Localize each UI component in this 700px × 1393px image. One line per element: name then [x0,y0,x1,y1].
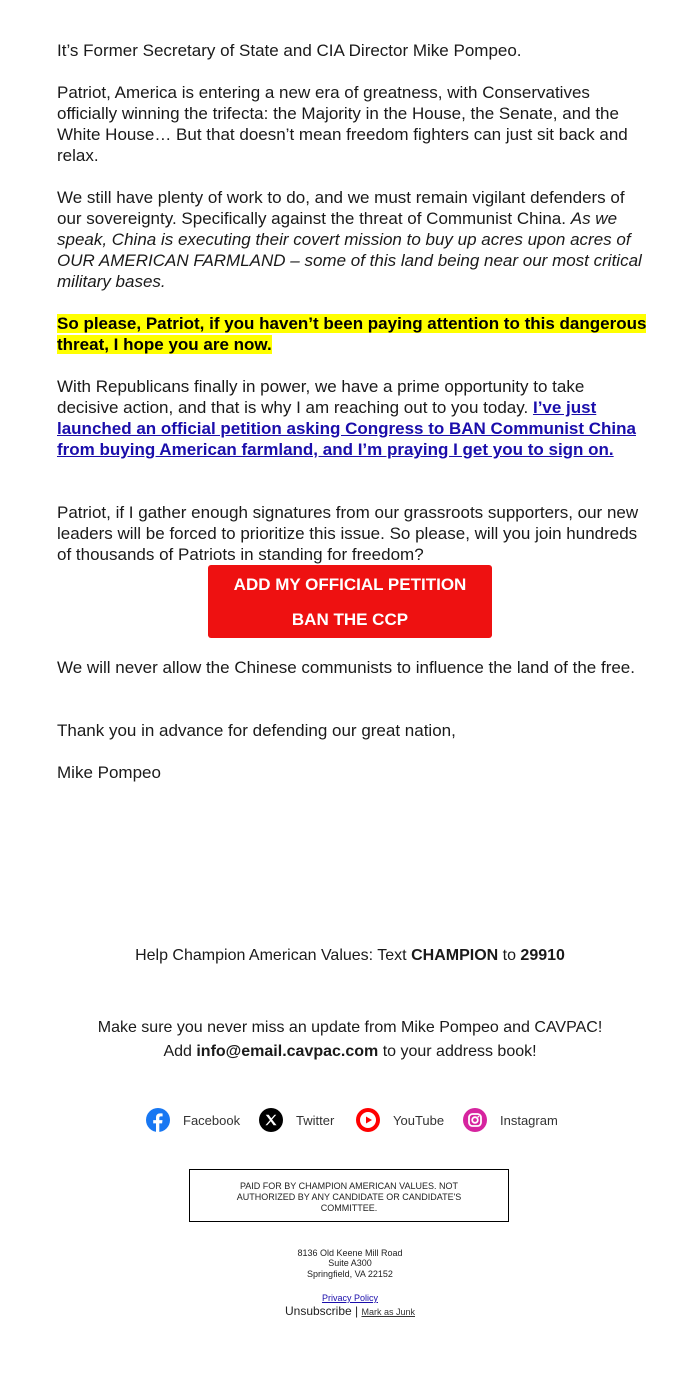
petition-button-line2: BAN THE CCP [291,610,409,629]
highlighted-text: So please, Patriot, if you haven’t been paying attention to this dangerous threat, I hope you are now. [57,314,647,354]
petition-link[interactable]: I’ve just launched an official petition asking Congress to BAN Communist China from buying American farmland, and I’m praying I get you to sign on. [57,398,636,459]
add-prefix: Add [163,1043,197,1060]
highlight-paragraph [57,313,647,355]
paragraph-new-era: Patriot, America is entering a new era of greatness, with Conservatives officially winning the trifecta: the Majority in the House, the Senate, and the White House… But that doesn’t mean freedom fighters can just sit back and relax. [57,83,628,165]
text-to: to [498,947,521,964]
social-instagram-label: Instagram [500,1112,558,1128]
signature: Mike Pompeo [57,763,161,782]
paragraph-petition [57,376,647,460]
paragraph-signatures: Patriot, if I gather enough signatures from our grassroots supporters, our new leaders will be forced to prioritize this issue. So please, will you join hundreds of thousands of Patriots in standing for freedom? [57,503,639,564]
mark-as-junk-link[interactable]: Mark as Junk [361,1307,416,1317]
address-book-line [0,1043,700,1061]
privacy-policy-link[interactable]: Privacy Policy [321,1293,378,1303]
text-champion-line [0,947,700,965]
address-line-2: Suite A300 [328,1258,372,1268]
update-line: Make sure you never miss an update from Mike Pompeo and CAVPAC! [97,1019,603,1036]
paragraph-vigilance [57,187,647,292]
social-youtube-label: YouTube [393,1112,445,1128]
petition-button-line1: ADD MY OFFICIAL PETITION [233,575,467,594]
paragraph-thank-you: Thank you in advance for defending our great nation, [57,721,456,740]
social-twitter-link[interactable] [259,1107,334,1133]
address-line-1: 8136 Old Keene Mill Road [297,1248,403,1258]
unsubscribe-row [0,1304,700,1319]
text-prefix: Help Champion American Values: Text [135,947,412,964]
address-line-3: Springfield, VA 22152 [307,1269,393,1279]
paragraph-vigilance-text: We still have plenty of work to do, and we must remain vigilant defenders of our sovereignty. Specifically against the threat of Communist China. [57,188,625,228]
x-icon [259,1108,283,1132]
social-youtube-link[interactable] [356,1107,444,1133]
farmland-threat-text: As we speak, China is executing their covert mission to buy up acres upon acres of OUR AMERICAN FARMLAND – some of this land being near our most critical military bases. [57,209,642,291]
youtube-icon [356,1108,380,1132]
social-instagram-link[interactable] [463,1107,558,1133]
intro-paragraph: It’s Former Secretary of State and CIA Director Mike Pompeo. [57,41,522,60]
social-facebook-link[interactable] [146,1107,240,1133]
paragraph-petition-text: With Republicans finally in power, we have a prime opportunity to take decisive action, and that is why I am reaching out to you today. [57,377,585,417]
instagram-icon [463,1108,487,1132]
add-email: info@email.cavpac.com [196,1043,379,1060]
social-twitter-label: Twitter [296,1112,335,1128]
unsubscribe-link[interactable]: Unsubscribe [284,1304,352,1318]
add-suffix: to your address book! [378,1043,537,1060]
facebook-icon [146,1108,170,1132]
paragraph-never-allow: We will never allow the Chinese communists to influence the land of the free. [57,658,635,677]
link-separator: | [351,1304,362,1318]
privacy-row [0,1293,700,1303]
social-facebook-label: Facebook [183,1112,241,1128]
disclaimer-box: PAID FOR BY CHAMPION AMERICAN VALUES. NOT AUTHORIZED BY ANY CANDIDATE OR CANDIDATE'S COMMITTEE. [189,1169,509,1222]
petition-button[interactable] [208,565,492,638]
text-keyword: CHAMPION [411,947,499,964]
text-number: 29910 [520,947,565,964]
